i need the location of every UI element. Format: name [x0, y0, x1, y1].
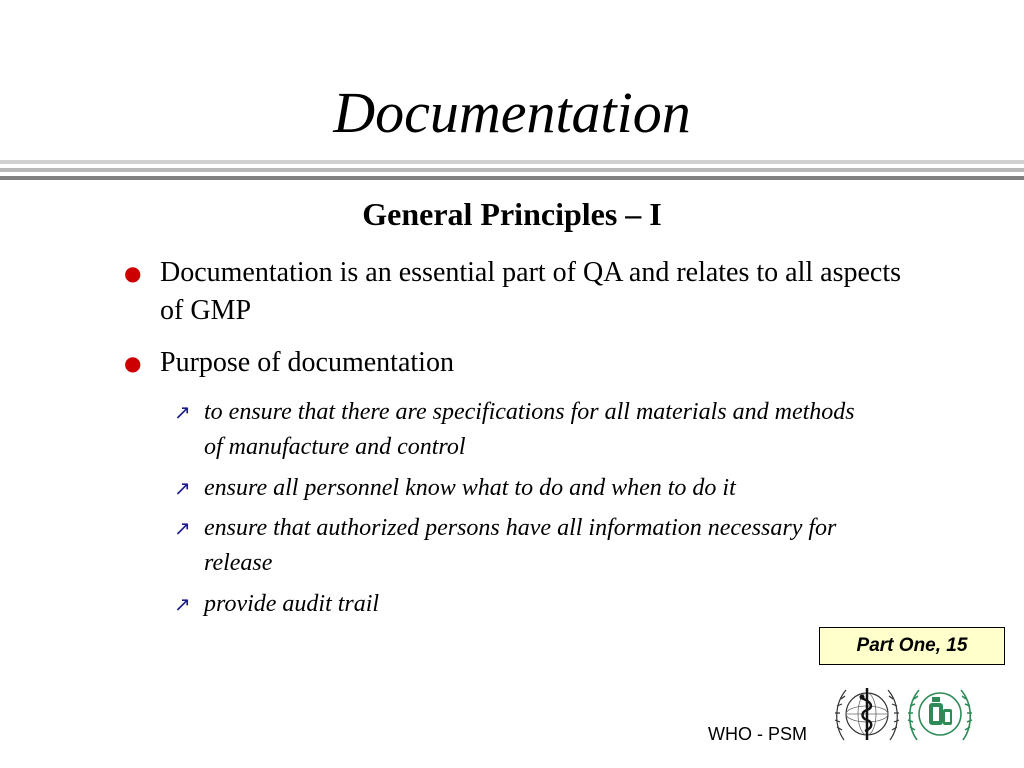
north-east-arrow-icon: ↗ [174, 516, 191, 540]
title-divider-medium [0, 168, 1024, 172]
part-page-label: Part One, 15 [819, 627, 1005, 665]
bullet-text: Purpose of documentation [160, 347, 454, 378]
who-emblem-icon [832, 682, 902, 748]
slide-subtitle: General Principles – I [362, 196, 662, 232]
north-east-arrow-icon: ↗ [174, 592, 191, 616]
sub-bullet-text: provide audit trail [204, 591, 380, 617]
slide-title: Documentation [333, 80, 691, 145]
sub-bullet-text: to ensure that there are specifications for all materials and methods of manufacture and control [204, 399, 855, 460]
sub-bullet-text: ensure that authorized persons have all information necessary for release [204, 515, 837, 576]
bullet-dot-icon: ● [124, 351, 142, 375]
title-divider-light [0, 160, 1024, 164]
un-emblem-icon [905, 682, 975, 748]
bullet-text: Documentation is an essential part of QA and relates to all aspects of GMP [160, 257, 902, 326]
bullet-dot-icon: ● [124, 261, 142, 285]
sub-bullet-text: ensure all personnel know what to do and when to do it [204, 475, 736, 501]
title-divider-dark [0, 176, 1024, 180]
north-east-arrow-icon: ↗ [174, 476, 191, 500]
footer-org-label: WHO - PSM [708, 724, 807, 744]
north-east-arrow-icon: ↗ [174, 400, 191, 424]
